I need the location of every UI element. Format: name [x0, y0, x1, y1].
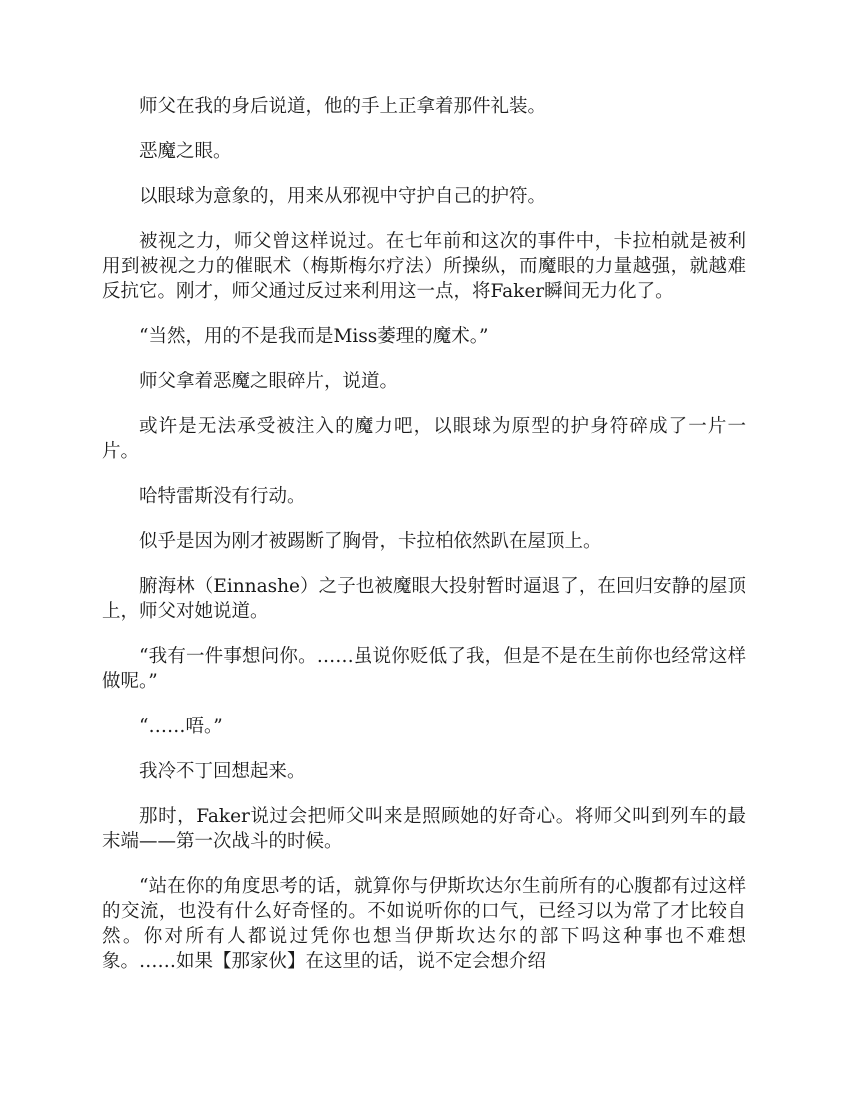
paragraph: 那时，Faker说过会把师父叫来是照顾她的好奇心。将师父叫到列车的最末端——第一次战斗的时候。	[102, 806, 746, 852]
paragraph: 哈特雷斯没有行动。	[139, 486, 306, 507]
document-page	[102, 94, 746, 994]
paragraph: “当然，用的不是我而是Miss萎理的魔术。”	[139, 326, 489, 347]
paragraph: 腑海林（Einnashe）之子也被魔眼大投射暂时逼退了，在回归安静的屋顶上，师父对她说道。	[102, 576, 746, 622]
paragraph: 似乎是因为刚才被踢断了胸骨，卡拉柏依然趴在屋顶上。	[139, 531, 602, 552]
paragraph: 师父拿着恶魔之眼碎片，说道。	[139, 371, 399, 392]
paragraph: 师父在我的身后说道，他的手上正拿着那件礼装。	[139, 96, 547, 117]
paragraph: “……唔。”	[139, 716, 223, 737]
paragraph: “站在你的角度思考的话，就算你与伊斯坎达尔生前所有的心腹都有过这样的交流，也没有什么好奇怪的。不如说听你的口气，已经习以为常了才比较自然。你对所有人都说过凭你也想当伊斯坎达尔的部下吗这种事也不难想象。……如果【那家伙】在这里的话，说不定会想介绍	[102, 876, 746, 972]
paragraph: 被视之力，师父曾这样说过。在七年前和这次的事件中，卡拉柏就是被利用到被视之力的催眠术（梅斯梅尔疗法）所操纵，而魔眼的力量越强，就越难反抗它。刚才，师父通过反过来利用这一点，将Faker瞬间无力化了。	[102, 231, 746, 302]
paragraph: 或许是无法承受被注入的魔力吧，以眼球为原型的护身符碎成了一片一片。	[102, 416, 746, 462]
paragraph: 以眼球为意象的，用来从邪视中守护自己的护符。	[139, 186, 547, 207]
paragraph: 恶魔之眼。	[139, 141, 232, 162]
paragraph: “我有一件事想问你。……虽说你贬低了我，但是不是在生前你也经常这样做呢。”	[102, 646, 746, 692]
paragraph: 我冷不丁回想起来。	[139, 761, 306, 782]
